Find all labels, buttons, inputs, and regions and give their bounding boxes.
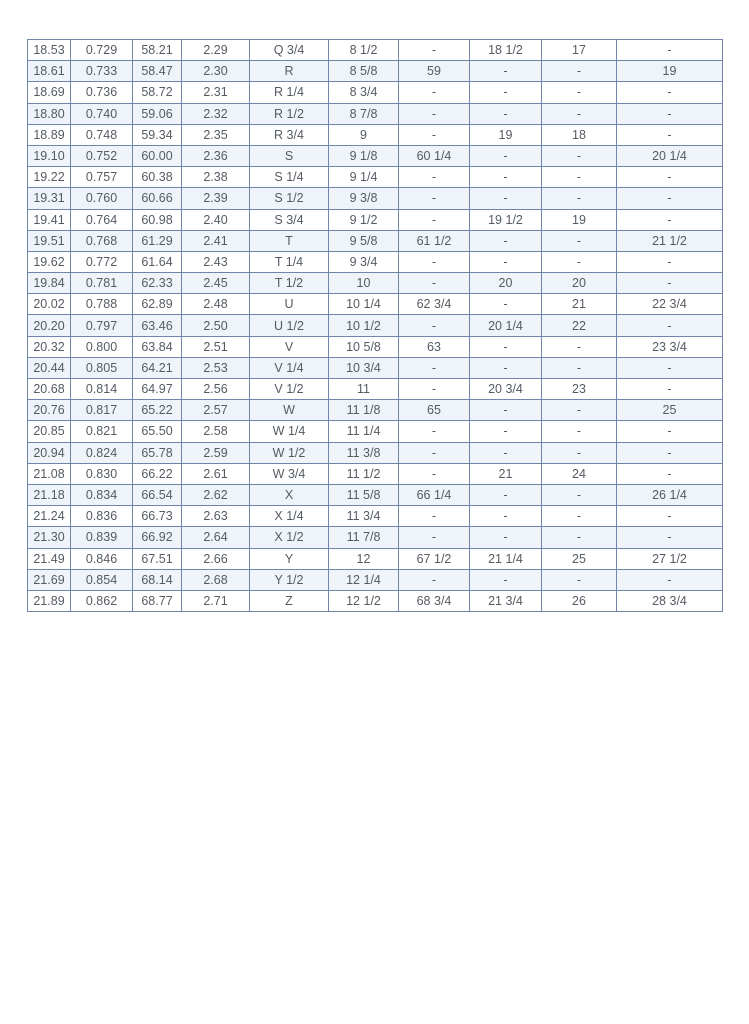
cell-jp-size: - [542, 188, 617, 209]
table-row [28, 484, 723, 505]
cell-diameter-in: 0.834 [71, 484, 133, 505]
cell-us-size: 9 3/4 [329, 251, 399, 272]
cell-circumference-in: 2.71 [182, 590, 250, 611]
cell-diameter-mm: 18.80 [28, 103, 71, 124]
cell-circumference-mm: 61.64 [133, 251, 182, 272]
cell-de-size: 18 1/2 [470, 40, 542, 61]
cell-ch-size: 20 1/4 [617, 145, 723, 166]
cell-diameter-mm: 19.10 [28, 145, 71, 166]
cell-jp-size: - [542, 484, 617, 505]
table-row [28, 230, 723, 251]
cell-de-size: 21 [470, 463, 542, 484]
cell-ch-size: - [617, 209, 723, 230]
cell-uk-size: Y [250, 548, 329, 569]
cell-de-size: - [470, 421, 542, 442]
cell-uk-size: V [250, 336, 329, 357]
cell-de-size: 19 [470, 124, 542, 145]
cell-circumference-mm: 64.97 [133, 379, 182, 400]
cell-ch-size: - [617, 442, 723, 463]
cell-de-size: - [470, 230, 542, 251]
cell-circumference-in: 2.61 [182, 463, 250, 484]
cell-fr-size: 59 [399, 61, 470, 82]
cell-uk-size: R 3/4 [250, 124, 329, 145]
cell-ch-size: - [617, 569, 723, 590]
table-row [28, 357, 723, 378]
cell-circumference-in: 2.50 [182, 315, 250, 336]
cell-us-size: 12 1/2 [329, 590, 399, 611]
cell-circumference-in: 2.62 [182, 484, 250, 505]
cell-de-size: - [470, 145, 542, 166]
cell-de-size: - [470, 82, 542, 103]
cell-fr-size: 68 3/4 [399, 590, 470, 611]
cell-uk-size: T 1/4 [250, 251, 329, 272]
table-row [28, 124, 723, 145]
cell-diameter-in: 0.814 [71, 379, 133, 400]
cell-uk-size: S [250, 145, 329, 166]
cell-circumference-mm: 62.89 [133, 294, 182, 315]
cell-fr-size: 61 1/2 [399, 230, 470, 251]
cell-jp-size: - [542, 506, 617, 527]
table-row [28, 103, 723, 124]
cell-ch-size: 26 1/4 [617, 484, 723, 505]
cell-fr-size: - [399, 379, 470, 400]
cell-fr-size: - [399, 527, 470, 548]
cell-ch-size: - [617, 124, 723, 145]
cell-ch-size: 21 1/2 [617, 230, 723, 251]
cell-ch-size: - [617, 251, 723, 272]
cell-diameter-mm: 19.22 [28, 167, 71, 188]
cell-fr-size: - [399, 40, 470, 61]
cell-uk-size: Q 3/4 [250, 40, 329, 61]
cell-us-size: 11 7/8 [329, 527, 399, 548]
cell-circumference-mm: 59.34 [133, 124, 182, 145]
cell-diameter-in: 0.839 [71, 527, 133, 548]
cell-fr-size: 65 [399, 400, 470, 421]
cell-diameter-mm: 19.41 [28, 209, 71, 230]
cell-us-size: 9 1/4 [329, 167, 399, 188]
cell-uk-size: S 1/2 [250, 188, 329, 209]
cell-us-size: 9 1/2 [329, 209, 399, 230]
table-row [28, 336, 723, 357]
cell-uk-size: W 1/2 [250, 442, 329, 463]
cell-diameter-in: 0.748 [71, 124, 133, 145]
cell-jp-size: - [542, 421, 617, 442]
cell-ch-size: - [617, 167, 723, 188]
cell-jp-size: - [542, 569, 617, 590]
cell-circumference-in: 2.36 [182, 145, 250, 166]
cell-diameter-in: 0.836 [71, 506, 133, 527]
cell-circumference-mm: 60.66 [133, 188, 182, 209]
cell-circumference-in: 2.66 [182, 548, 250, 569]
cell-jp-size: 26 [542, 590, 617, 611]
table-row [28, 167, 723, 188]
cell-circumference-in: 2.31 [182, 82, 250, 103]
cell-jp-size: - [542, 527, 617, 548]
cell-jp-size: 22 [542, 315, 617, 336]
cell-de-size: - [470, 442, 542, 463]
cell-uk-size: R [250, 61, 329, 82]
cell-us-size: 12 [329, 548, 399, 569]
cell-jp-size: - [542, 167, 617, 188]
cell-circumference-in: 2.57 [182, 400, 250, 421]
cell-circumference-mm: 61.29 [133, 230, 182, 251]
cell-circumference-mm: 66.22 [133, 463, 182, 484]
cell-ch-size: 23 3/4 [617, 336, 723, 357]
cell-de-size: - [470, 294, 542, 315]
table-row [28, 315, 723, 336]
ring-size-table [27, 39, 723, 612]
cell-de-size: 21 1/4 [470, 548, 542, 569]
cell-diameter-in: 0.817 [71, 400, 133, 421]
cell-diameter-mm: 18.69 [28, 82, 71, 103]
cell-fr-size: - [399, 103, 470, 124]
cell-diameter-in: 0.752 [71, 145, 133, 166]
cell-diameter-mm: 18.89 [28, 124, 71, 145]
cell-fr-size: - [399, 421, 470, 442]
table-row [28, 379, 723, 400]
cell-circumference-in: 2.59 [182, 442, 250, 463]
cell-diameter-mm: 19.62 [28, 251, 71, 272]
cell-de-size: - [470, 506, 542, 527]
cell-us-size: 9 5/8 [329, 230, 399, 251]
cell-jp-size: - [542, 400, 617, 421]
cell-fr-size: - [399, 442, 470, 463]
cell-ch-size: - [617, 40, 723, 61]
cell-diameter-mm: 20.68 [28, 379, 71, 400]
cell-diameter-in: 0.736 [71, 82, 133, 103]
cell-circumference-in: 2.51 [182, 336, 250, 357]
cell-circumference-mm: 60.00 [133, 145, 182, 166]
cell-us-size: 12 1/4 [329, 569, 399, 590]
cell-fr-size: - [399, 82, 470, 103]
cell-diameter-mm: 20.32 [28, 336, 71, 357]
cell-circumference-in: 2.43 [182, 251, 250, 272]
cell-diameter-in: 0.846 [71, 548, 133, 569]
cell-de-size: - [470, 61, 542, 82]
cell-circumference-in: 2.40 [182, 209, 250, 230]
cell-us-size: 11 3/8 [329, 442, 399, 463]
cell-diameter-in: 0.757 [71, 167, 133, 188]
cell-us-size: 8 7/8 [329, 103, 399, 124]
cell-us-size: 8 5/8 [329, 61, 399, 82]
table-row [28, 273, 723, 294]
cell-fr-size: - [399, 167, 470, 188]
cell-ch-size: 28 3/4 [617, 590, 723, 611]
cell-uk-size: Z [250, 590, 329, 611]
cell-circumference-mm: 63.84 [133, 336, 182, 357]
cell-fr-size: 66 1/4 [399, 484, 470, 505]
cell-diameter-mm: 19.51 [28, 230, 71, 251]
cell-de-size: - [470, 251, 542, 272]
cell-jp-size: - [542, 251, 617, 272]
cell-diameter-in: 0.740 [71, 103, 133, 124]
cell-jp-size: - [542, 145, 617, 166]
cell-de-size: 20 1/4 [470, 315, 542, 336]
cell-circumference-mm: 65.78 [133, 442, 182, 463]
cell-ch-size: - [617, 463, 723, 484]
table-row [28, 40, 723, 61]
cell-diameter-mm: 20.76 [28, 400, 71, 421]
cell-fr-size: 63 [399, 336, 470, 357]
cell-fr-size: - [399, 251, 470, 272]
cell-diameter-in: 0.862 [71, 590, 133, 611]
cell-us-size: 10 3/4 [329, 357, 399, 378]
cell-diameter-mm: 18.53 [28, 40, 71, 61]
cell-uk-size: W 1/4 [250, 421, 329, 442]
table-row [28, 548, 723, 569]
cell-fr-size: - [399, 506, 470, 527]
cell-circumference-in: 2.38 [182, 167, 250, 188]
cell-diameter-mm: 19.84 [28, 273, 71, 294]
cell-jp-size: - [542, 230, 617, 251]
table-row [28, 400, 723, 421]
cell-circumference-mm: 60.98 [133, 209, 182, 230]
table-body [28, 40, 723, 612]
cell-circumference-mm: 66.54 [133, 484, 182, 505]
cell-diameter-mm: 19.31 [28, 188, 71, 209]
table-row [28, 188, 723, 209]
cell-diameter-mm: 21.18 [28, 484, 71, 505]
cell-circumference-in: 2.29 [182, 40, 250, 61]
cell-diameter-in: 0.854 [71, 569, 133, 590]
cell-jp-size: - [542, 82, 617, 103]
cell-ch-size: - [617, 315, 723, 336]
cell-fr-size: 60 1/4 [399, 145, 470, 166]
cell-uk-size: W [250, 400, 329, 421]
cell-ch-size: 22 3/4 [617, 294, 723, 315]
cell-circumference-mm: 65.22 [133, 400, 182, 421]
cell-de-size: - [470, 569, 542, 590]
cell-de-size: - [470, 357, 542, 378]
cell-uk-size: R 1/4 [250, 82, 329, 103]
cell-de-size: - [470, 188, 542, 209]
cell-fr-size: - [399, 315, 470, 336]
cell-diameter-in: 0.797 [71, 315, 133, 336]
cell-ch-size: - [617, 421, 723, 442]
cell-ch-size: - [617, 357, 723, 378]
cell-circumference-in: 2.39 [182, 188, 250, 209]
cell-circumference-in: 2.53 [182, 357, 250, 378]
cell-jp-size: 23 [542, 379, 617, 400]
cell-diameter-mm: 21.49 [28, 548, 71, 569]
cell-fr-size: - [399, 273, 470, 294]
cell-us-size: 11 1/2 [329, 463, 399, 484]
cell-circumference-mm: 63.46 [133, 315, 182, 336]
cell-diameter-in: 0.781 [71, 273, 133, 294]
cell-ch-size: - [617, 82, 723, 103]
cell-us-size: 10 1/4 [329, 294, 399, 315]
cell-ch-size: - [617, 379, 723, 400]
table-row [28, 463, 723, 484]
table-row [28, 82, 723, 103]
table-row [28, 145, 723, 166]
cell-circumference-mm: 60.38 [133, 167, 182, 188]
cell-diameter-mm: 20.44 [28, 357, 71, 378]
cell-circumference-mm: 66.92 [133, 527, 182, 548]
cell-uk-size: T 1/2 [250, 273, 329, 294]
cell-circumference-in: 2.45 [182, 273, 250, 294]
cell-diameter-mm: 20.20 [28, 315, 71, 336]
cell-uk-size: U 1/2 [250, 315, 329, 336]
cell-diameter-in: 0.772 [71, 251, 133, 272]
cell-uk-size: X 1/2 [250, 527, 329, 548]
cell-circumference-in: 2.56 [182, 379, 250, 400]
cell-ch-size: - [617, 506, 723, 527]
cell-de-size: - [470, 336, 542, 357]
cell-jp-size: 19 [542, 209, 617, 230]
cell-jp-size: - [542, 103, 617, 124]
cell-diameter-in: 0.729 [71, 40, 133, 61]
cell-jp-size: 21 [542, 294, 617, 315]
cell-ch-size: 19 [617, 61, 723, 82]
table-row [28, 569, 723, 590]
cell-jp-size: 25 [542, 548, 617, 569]
table-row [28, 61, 723, 82]
cell-circumference-in: 2.32 [182, 103, 250, 124]
cell-jp-size: 18 [542, 124, 617, 145]
cell-fr-size: - [399, 209, 470, 230]
cell-diameter-in: 0.788 [71, 294, 133, 315]
cell-circumference-mm: 68.14 [133, 569, 182, 590]
cell-ch-size: - [617, 273, 723, 294]
cell-circumference-mm: 68.77 [133, 590, 182, 611]
cell-jp-size: - [542, 442, 617, 463]
cell-us-size: 11 5/8 [329, 484, 399, 505]
cell-circumference-mm: 62.33 [133, 273, 182, 294]
cell-uk-size: W 3/4 [250, 463, 329, 484]
table-row [28, 527, 723, 548]
cell-circumference-in: 2.30 [182, 61, 250, 82]
cell-uk-size: S 3/4 [250, 209, 329, 230]
cell-us-size: 10 1/2 [329, 315, 399, 336]
cell-uk-size: Y 1/2 [250, 569, 329, 590]
cell-circumference-in: 2.63 [182, 506, 250, 527]
cell-uk-size: R 1/2 [250, 103, 329, 124]
cell-circumference-in: 2.68 [182, 569, 250, 590]
cell-diameter-mm: 21.30 [28, 527, 71, 548]
cell-fr-size: 67 1/2 [399, 548, 470, 569]
cell-jp-size: - [542, 61, 617, 82]
cell-us-size: 10 [329, 273, 399, 294]
cell-diameter-mm: 20.02 [28, 294, 71, 315]
cell-diameter-mm: 21.08 [28, 463, 71, 484]
cell-jp-size: 24 [542, 463, 617, 484]
cell-diameter-mm: 18.61 [28, 61, 71, 82]
cell-circumference-mm: 58.72 [133, 82, 182, 103]
table-row [28, 209, 723, 230]
cell-ch-size: - [617, 188, 723, 209]
cell-us-size: 10 5/8 [329, 336, 399, 357]
cell-diameter-in: 0.733 [71, 61, 133, 82]
cell-uk-size: X [250, 484, 329, 505]
cell-circumference-in: 2.58 [182, 421, 250, 442]
cell-diameter-in: 0.830 [71, 463, 133, 484]
cell-de-size: - [470, 167, 542, 188]
cell-fr-size: - [399, 188, 470, 209]
cell-fr-size: - [399, 124, 470, 145]
cell-us-size: 9 [329, 124, 399, 145]
table-row [28, 251, 723, 272]
cell-ch-size: 27 1/2 [617, 548, 723, 569]
cell-circumference-mm: 59.06 [133, 103, 182, 124]
cell-us-size: 8 1/2 [329, 40, 399, 61]
cell-diameter-in: 0.764 [71, 209, 133, 230]
cell-jp-size: 20 [542, 273, 617, 294]
cell-diameter-mm: 20.85 [28, 421, 71, 442]
cell-uk-size: V 1/4 [250, 357, 329, 378]
cell-us-size: 8 3/4 [329, 82, 399, 103]
cell-uk-size: T [250, 230, 329, 251]
cell-uk-size: V 1/2 [250, 379, 329, 400]
cell-circumference-mm: 58.21 [133, 40, 182, 61]
cell-diameter-mm: 21.89 [28, 590, 71, 611]
cell-circumference-mm: 58.47 [133, 61, 182, 82]
cell-circumference-in: 2.48 [182, 294, 250, 315]
cell-diameter-in: 0.805 [71, 357, 133, 378]
cell-fr-size: - [399, 357, 470, 378]
cell-uk-size: U [250, 294, 329, 315]
cell-diameter-in: 0.824 [71, 442, 133, 463]
cell-uk-size: X 1/4 [250, 506, 329, 527]
cell-uk-size: S 1/4 [250, 167, 329, 188]
cell-circumference-mm: 66.73 [133, 506, 182, 527]
cell-us-size: 9 3/8 [329, 188, 399, 209]
cell-de-size: - [470, 400, 542, 421]
table-row [28, 590, 723, 611]
cell-ch-size: - [617, 103, 723, 124]
cell-jp-size: 17 [542, 40, 617, 61]
cell-diameter-mm: 20.94 [28, 442, 71, 463]
cell-circumference-in: 2.41 [182, 230, 250, 251]
cell-circumference-in: 2.35 [182, 124, 250, 145]
cell-de-size: - [470, 484, 542, 505]
cell-de-size: 21 3/4 [470, 590, 542, 611]
cell-de-size: - [470, 527, 542, 548]
cell-de-size: 20 [470, 273, 542, 294]
cell-diameter-in: 0.760 [71, 188, 133, 209]
cell-de-size: 20 3/4 [470, 379, 542, 400]
cell-diameter-in: 0.768 [71, 230, 133, 251]
table-row [28, 506, 723, 527]
cell-circumference-mm: 64.21 [133, 357, 182, 378]
cell-fr-size: 62 3/4 [399, 294, 470, 315]
cell-diameter-mm: 21.69 [28, 569, 71, 590]
table-row [28, 442, 723, 463]
cell-ch-size: - [617, 527, 723, 548]
cell-circumference-mm: 65.50 [133, 421, 182, 442]
cell-us-size: 9 1/8 [329, 145, 399, 166]
cell-ch-size: 25 [617, 400, 723, 421]
cell-diameter-in: 0.800 [71, 336, 133, 357]
cell-jp-size: - [542, 357, 617, 378]
table-row [28, 294, 723, 315]
cell-diameter-in: 0.821 [71, 421, 133, 442]
table-row [28, 421, 723, 442]
cell-circumference-in: 2.64 [182, 527, 250, 548]
cell-us-size: 11 1/8 [329, 400, 399, 421]
cell-circumference-mm: 67.51 [133, 548, 182, 569]
cell-us-size: 11 1/4 [329, 421, 399, 442]
cell-de-size: - [470, 103, 542, 124]
cell-fr-size: - [399, 569, 470, 590]
cell-jp-size: - [542, 336, 617, 357]
cell-diameter-mm: 21.24 [28, 506, 71, 527]
cell-us-size: 11 [329, 379, 399, 400]
cell-us-size: 11 3/4 [329, 506, 399, 527]
cell-fr-size: - [399, 463, 470, 484]
cell-de-size: 19 1/2 [470, 209, 542, 230]
